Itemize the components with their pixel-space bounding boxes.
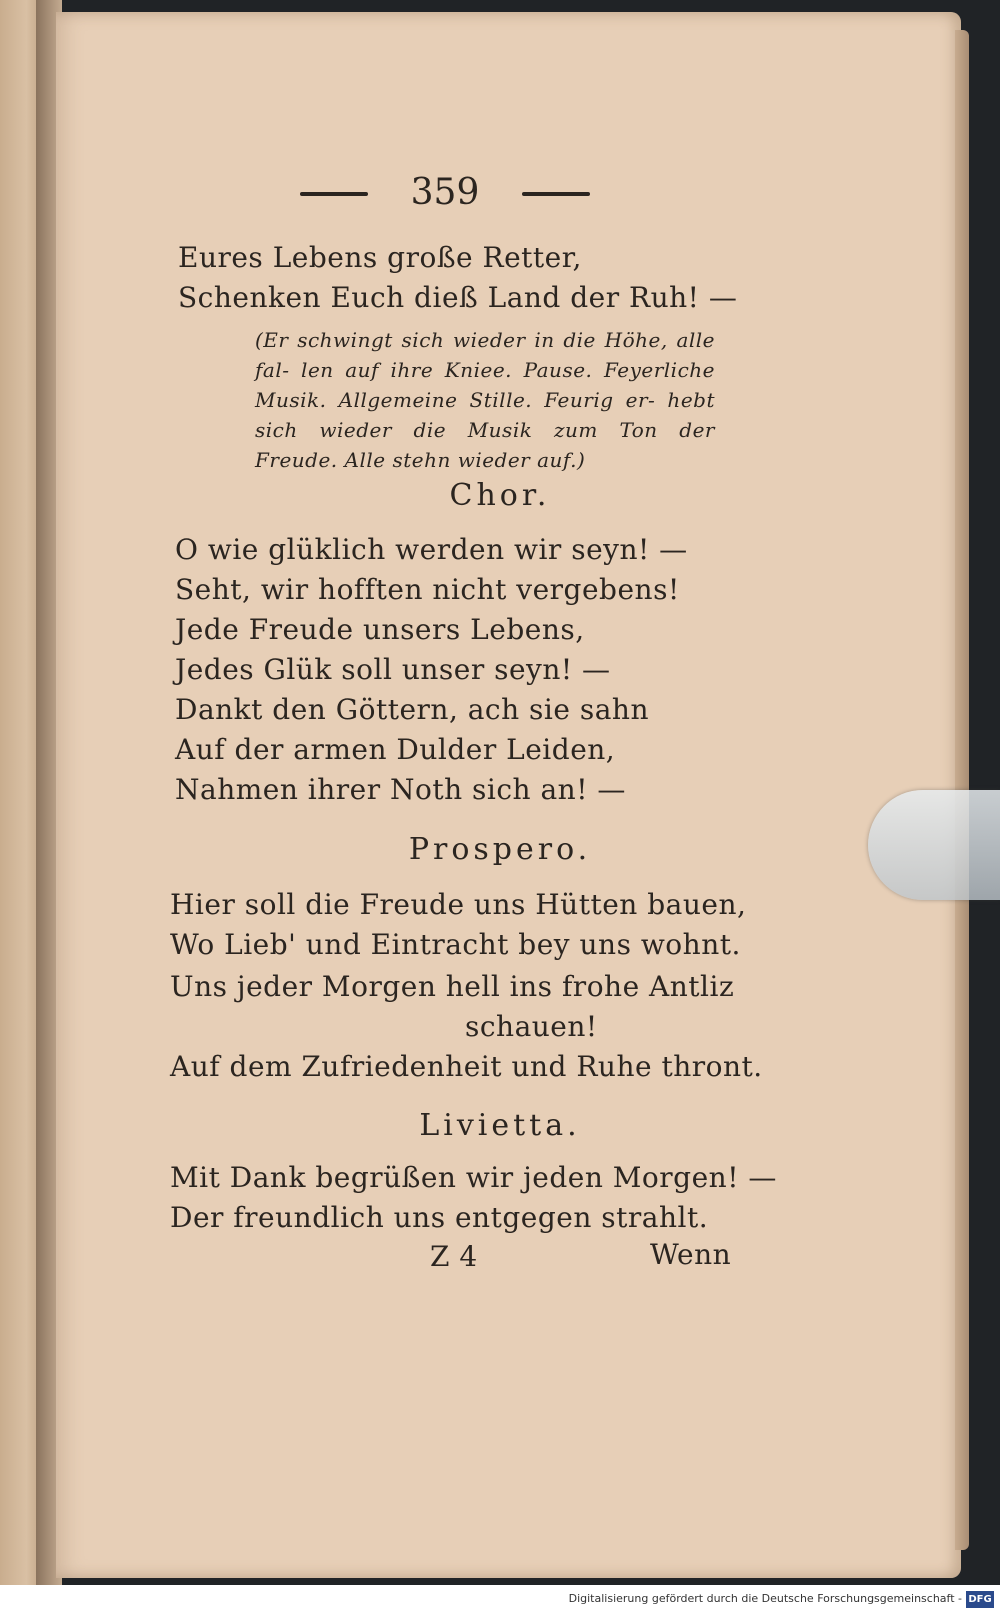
verse-line: O wie glüklich werden wir seyn! —: [175, 533, 688, 566]
header-ornament-right: [522, 192, 590, 196]
verse-line: Seht, wir hofften nicht vergebens!: [175, 573, 680, 606]
catchword: Wenn: [650, 1238, 732, 1271]
stage-direction: (Er schwingt sich wieder in die Höhe, alle fal- len auf ihre Kniee. Pause. Feyerliche Musik. Allgemeine Stille. Feurig er- hebt sich wieder die Musik zum Ton der Freude. Alle stehn wieder auf.): [255, 328, 715, 472]
verse-line: Hier soll die Freude uns Hütten bauen,: [170, 888, 747, 921]
verse-line-continuation: schauen!: [465, 1010, 598, 1043]
credit-text: Digitalisierung gefördert durch die Deutsche Forschungsgemeinschaft -: [568, 1592, 962, 1605]
page-clip: [868, 790, 1000, 900]
verse-line: Nahmen ihrer Noth sich an! —: [175, 773, 626, 806]
speaker-chor: Chor.: [449, 478, 551, 513]
speaker-livietta: Livietta.: [419, 1108, 581, 1143]
verse-line: Auf dem Zufriedenheit und Ruhe thront.: [170, 1050, 763, 1083]
verse-line: Schenken Euch dieß Land der Ruh! —: [178, 281, 738, 314]
speaker-prospero: Prospero.: [408, 832, 592, 867]
signature-mark: Z 4: [430, 1240, 478, 1273]
page-number: 359: [410, 172, 480, 213]
verse-line: Wo Lieb' und Eintracht bey uns wohnt.: [170, 928, 741, 961]
verse-line: Jedes Glük soll unser seyn! —: [175, 653, 611, 686]
verse-line: Uns jeder Morgen hell ins frohe Antliz: [170, 970, 735, 1003]
verse-line: Jede Freude unsers Lebens,: [175, 613, 585, 646]
verse-line: Der freundlich uns entgegen strahlt.: [170, 1201, 709, 1234]
verse-line: Dankt den Göttern, ach sie sahn: [175, 693, 649, 726]
page-header: [300, 172, 590, 220]
verse-line: Auf der armen Dulder Leiden,: [175, 733, 616, 766]
credit-bar: [0, 1585, 1000, 1615]
verse-line: Eures Lebens große Retter,: [178, 241, 582, 274]
verse-line: Mit Dank begrüßen wir jeden Morgen! —: [170, 1161, 777, 1194]
dfg-logo: DFG: [966, 1591, 994, 1608]
